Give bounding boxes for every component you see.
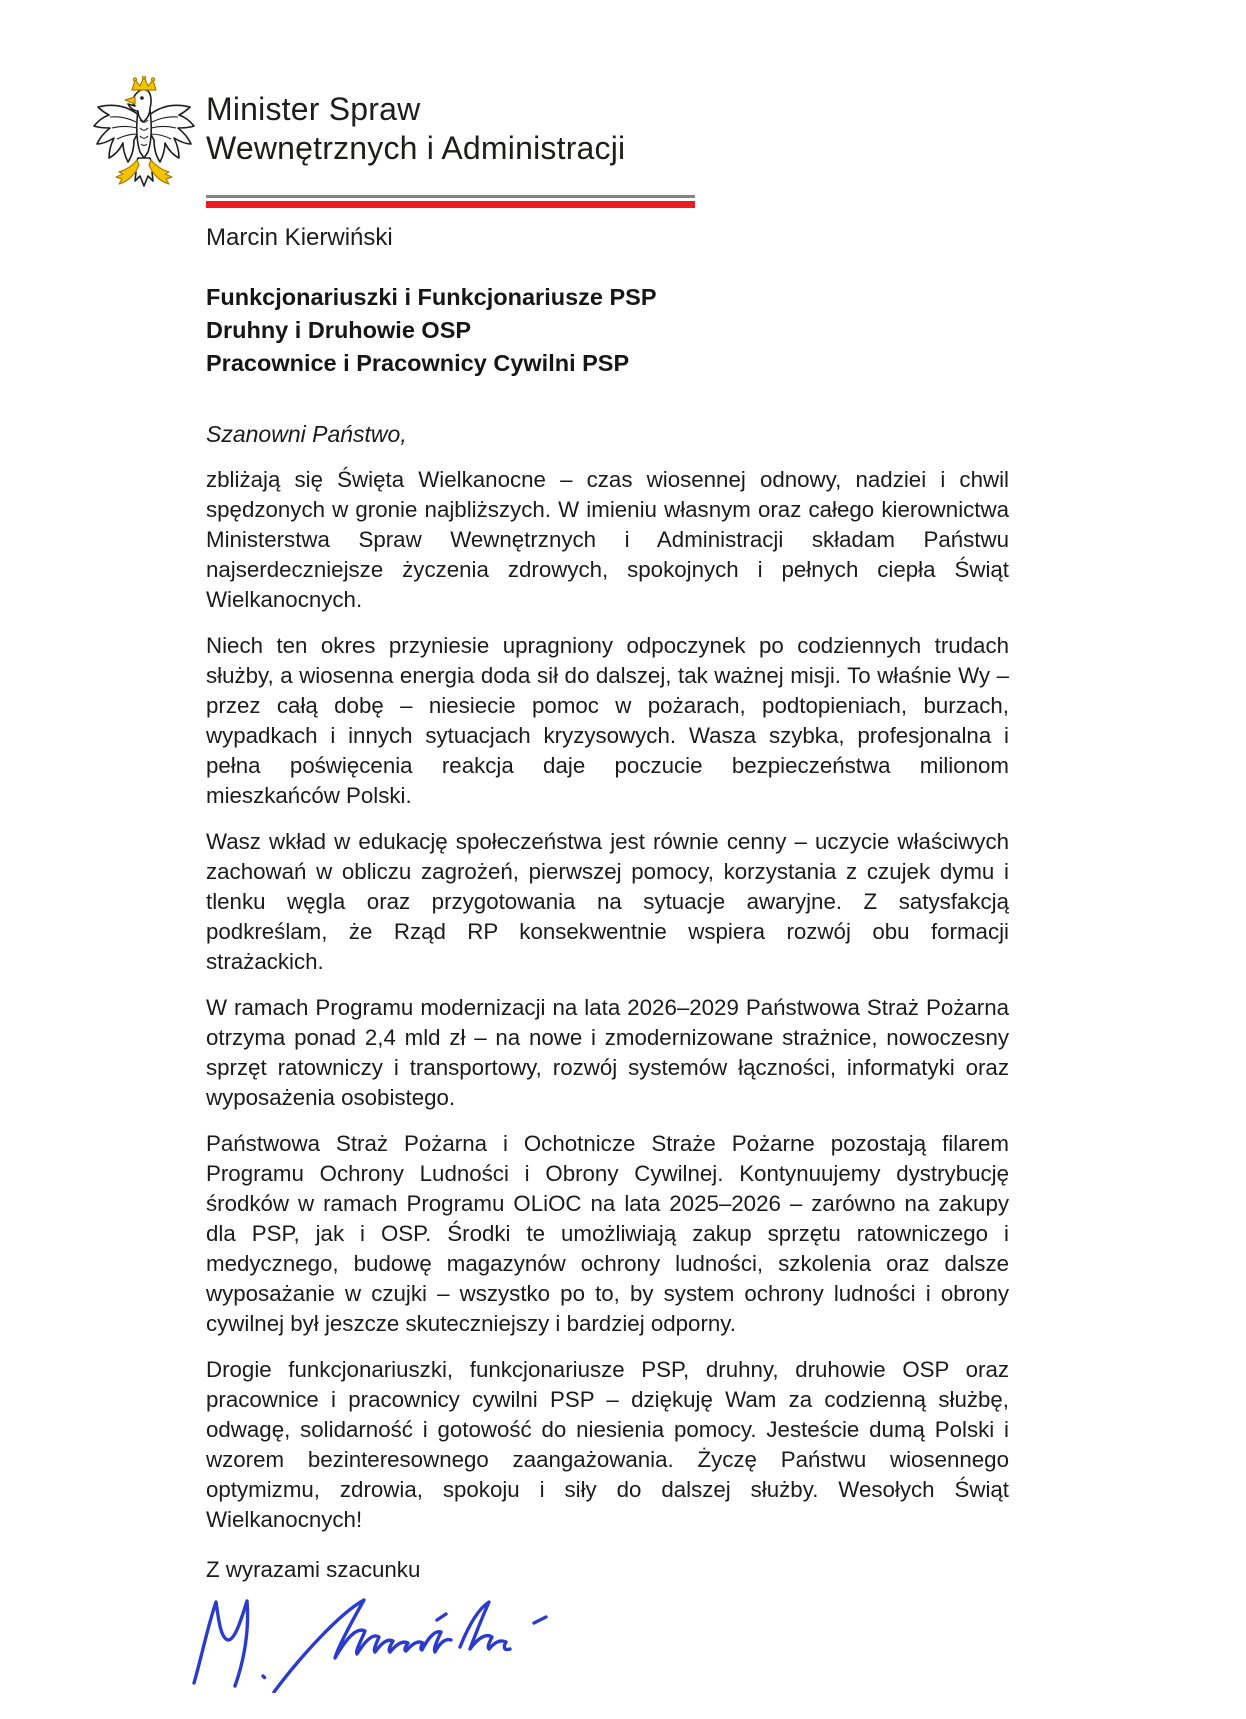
paragraph: zbliżają się Święta Wielkanocne – czas wiosennej odnowy, nadziei i chwil spędzonych w gronie najbliższych. W imieniu własnym oraz całego kierownictwa Ministerstwa Spraw Wewnętrznych i Administracji składam Państwu najserdeczniejsze życzenia zdrowych, spokojnych i pełnych ciepła Świąt Wielkanocnych. xyxy=(206,467,1009,612)
paragraph: Wasz wkład w edukację społeczeństwa jest równie cenny – uczycie właściwych zachowań w obliczu zagrożeń, pierwszej pomocy, korzystania z czujek dymu i tlenku węgla oraz przygotowania na sytuacje awaryjne. Z satysfakcją podkreślam, że Rząd RP konsekwentnie wspiera rozwój obu formacji strażackich. xyxy=(206,829,1009,974)
header-rule-red xyxy=(206,201,695,208)
ministry-title xyxy=(206,90,625,168)
paragraph: Drogie funkcjonariuszki, funkcjonariusze PSP, druhny, druhowie OSP oraz pracownice i pracownicy cywilni PSP – dziękuję Wam za codzienną służbę, odwagę, solidarność i gotowość do niesienia pomocy. Jesteście dumą Polski i wzorem bezinteresownego zaangażowania. Życzę Państwu wiosennego optymizmu, zdrowia, spokoju i siły do dalszej służby. Wesołych Świąt Wielkanocnych! xyxy=(206,1357,1009,1532)
ministry-title-line2: Wewnętrznych i Administracji xyxy=(206,130,626,166)
letter-paragraphs xyxy=(206,465,1009,1535)
polish-eagle-coat-of-arms-icon xyxy=(92,76,196,202)
header-rule-gray xyxy=(206,195,695,198)
addressee-line: Funkcjonariuszki i Funkcjonariusze PSP xyxy=(206,284,657,310)
paragraph: W ramach Programu modernizacji na lata 2026–2029 Państwowa Straż Pożarna otrzyma ponad 2,4 mld zł – na nowe i zmodernizowane strażnice, nowoczesny sprzęt ratowniczy i transportowy, rozwój systemów łączności, informatyki oraz wyposażenia osobistego. xyxy=(206,995,1009,1110)
handwritten-signature xyxy=(188,1589,560,1693)
paragraph: Niech ten okres przyniesie upragniony odpoczynek po codziennych trudach służby, a wiosenna energia doda sił do dalszej, tak ważnej misji. To właśnie Wy – przez całą dobę – niesiecie pomoc w pożarach, podtopieniach, burzach, wypadkach i innych sytuacjach kryzysowych. Wasza szybka, profesjonalna i pełna poświęcenia reakcja daje poczucie bezpieczeństwa milionom mieszkańców Polski. xyxy=(206,633,1009,808)
paragraph: Państwowa Straż Pożarna i Ochotnicze Straże Pożarne pozostają filarem Programu Ochrony Ludności i Obrony Cywilnej. Kontynuujemy dystrybucję środków w ramach Programu OLiOC na lata 2025–2026 – zarówno na zakupy dla PSP, jak i OSP. Środki te umożliwiają zakup sprzętu ratowniczego i medycznego, budowę magazynów ochrony ludności, szkolenia oraz dalsze wyposażanie w czujki – wszystko po to, by system ochrony ludności i obrony cywilnej był jeszcze skuteczniejszy i bardziej odporny. xyxy=(206,1131,1009,1336)
addressee-line: Druhny i Druhowie OSP xyxy=(206,317,472,343)
closing-phrase: Z wyrazami szacunku xyxy=(206,1557,421,1582)
ministry-title-line1: Minister Spraw xyxy=(206,91,421,127)
letter-body xyxy=(206,281,1009,1693)
minister-name: Marcin Kierwiński xyxy=(206,224,393,251)
addressee-line: Pracownice i Pracownicy Cywilni PSP xyxy=(206,350,630,376)
addressee-block xyxy=(206,281,1009,380)
salutation: Szanowni Państwo, xyxy=(206,421,407,447)
